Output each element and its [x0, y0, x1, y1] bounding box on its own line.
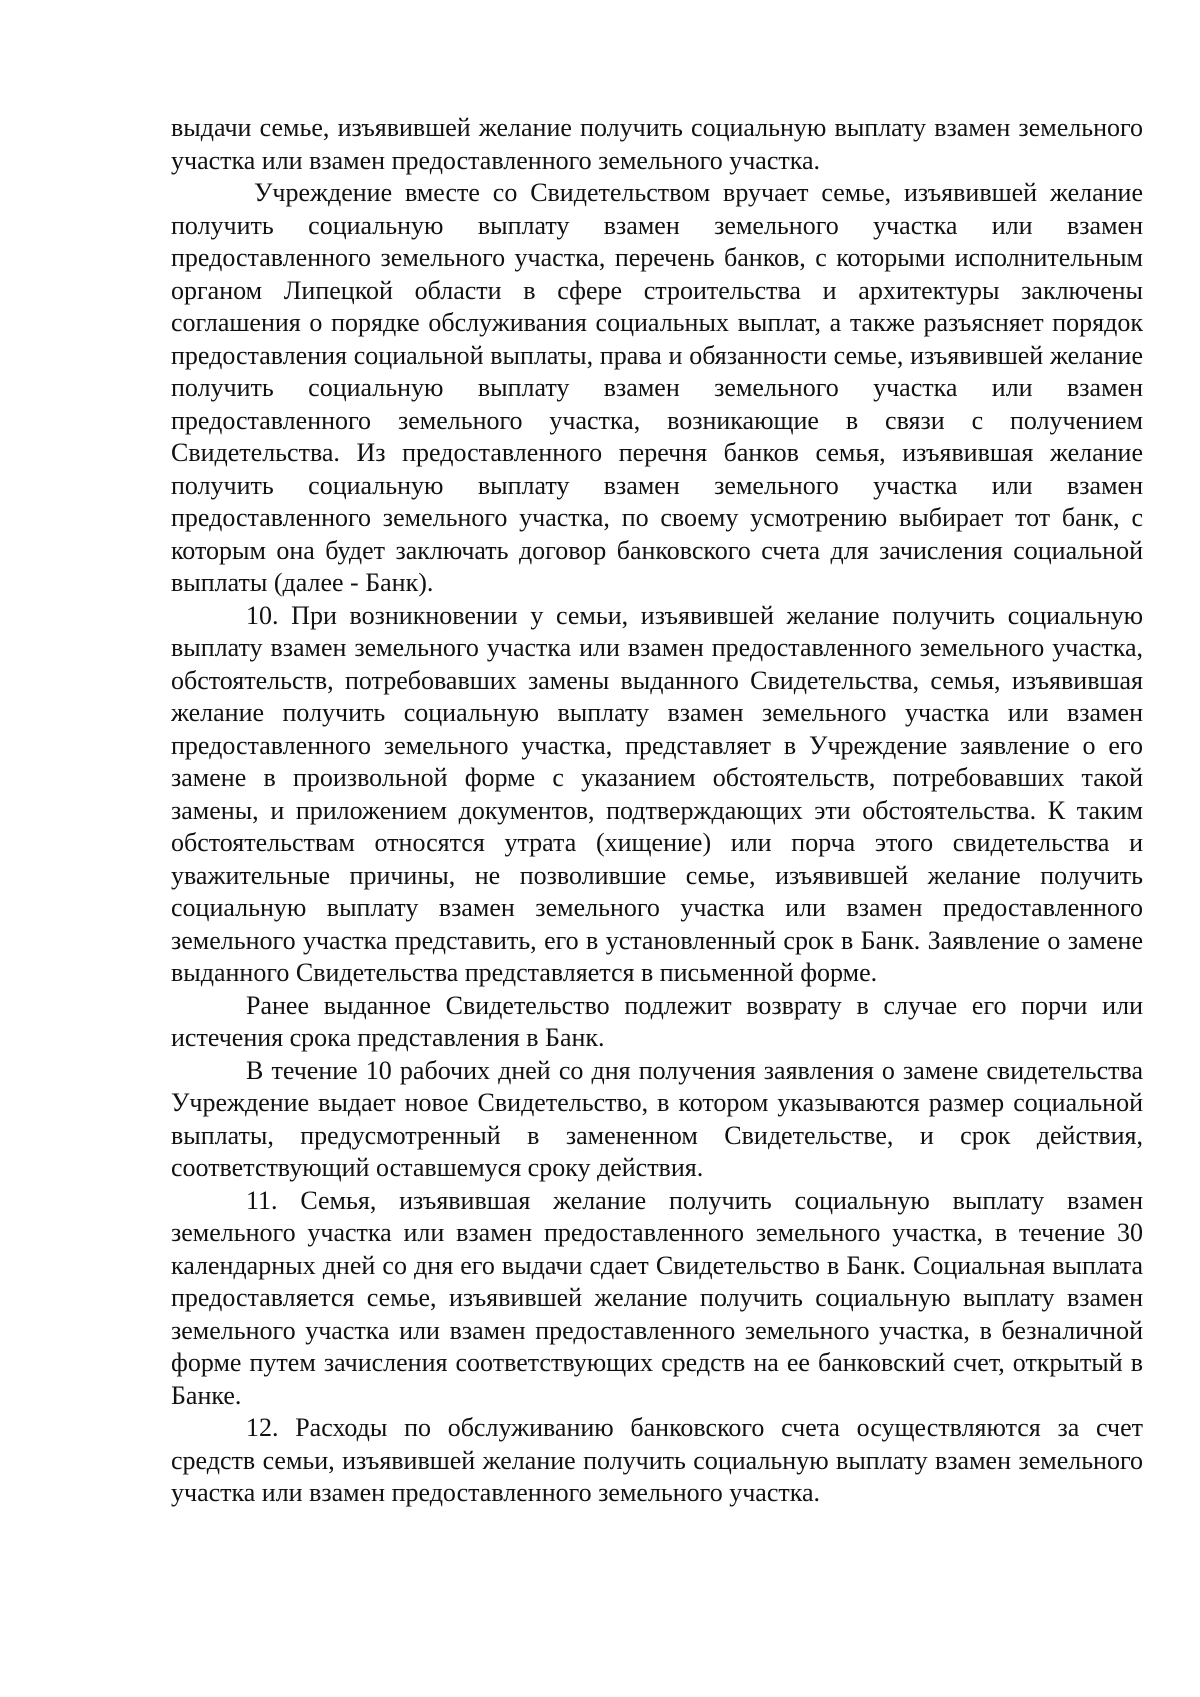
- paragraph-12: 12. Расходы по обслуживанию банковского счета осуществляются за счет средств семьи, изъявившей желание получить социальную выплату взамен земельного участка или взамен предоставленного земельного участка.: [171, 1413, 1143, 1507]
- document-page: [171, 112, 1143, 1510]
- paragraph-certificate-issuance: Учреждение вместе со Свидетельством вручает семье, изъявившей желание получить социальную выплату взамен земельного участка или взамен предоставленного земельного участка, перечень банков, с которыми исполнительным органом Липецкой области в сфере строительства и архитектуры заключены соглашения о порядке обслуживания социальных выплат, а также разъясняет порядок предоставления социальной выплаты, права и обязанности семье, изъявившей желание получить социальную выплату взамен земельного участка или взамен предоставленного земельного участка, возникающие в связи с получением Свидетельства. Из предоставленного перечня банков семья, изъявившая желание получить социальную выплату взамен земельного участка или взамен предоставленного земельного участка, по своему усмотрению выбирает тот банк, с которым она будет заключать договор банковского счета для зачисления социальной выплаты (далее - Банк).: [171, 178, 1143, 597]
- paragraph-continuation: выдачи семье, изъявившей желание получить социальную выплату взамен земельного участка или взамен предоставленного земельного участка.: [171, 113, 1143, 175]
- paragraph-11: 11. Семья, изъявившая желание получить социальную выплату взамен земельного участка или взамен предоставленного земельного участка, в течение 30 календарных дней со дня его выдачи сдает Свидетельство в Банк. Социальная выплата предоставляется семье, изъявившей желание получить социальную выплату взамен земельного участка или взамен предоставленного земельного участка, в безналичной форме путем зачисления соответствующих средств на ее банковский счет, открытый в Банке.: [171, 1185, 1143, 1410]
- paragraph-replacement: В течение 10 рабочих дней со дня получения заявления о замене свидетельства Учреждение выдает новое Свидетельство, в котором указываются размер социальной выплаты, предусмотренный в замененном Свидетельстве, и срок действия, соответствующий оставшемуся сроку действия.: [171, 1055, 1143, 1182]
- paragraph-return: Ранее выданное Свидетельство подлежит возврату в случае его порчи или истечения срока представления в Банк.: [171, 990, 1143, 1052]
- paragraph-10: 10. При возникновении у семьи, изъявившей желание получить социальную выплату взамен земельного участка или взамен предоставленного земельного участка, обстоятельств, потребовавших замены выданного Свидетельства, семья, изъявившая желание получить социальную выплату взамен земельного участка или взамен предоставленного земельного участка, представляет в Учреждение заявление о его замене в произвольной форме с указанием обстоятельств, потребовавших такой замены, и приложением документов, подтверждающих эти обстоятельства. К таким обстоятельствам относятся утрата (хищение) или порча этого свидетельства и уважительные причины, не позволившие семье, изъявившей желание получить социальную выплату взамен земельного участка или взамен предоставленного земельного участка представить, его в установленный срок в Банк. Заявление о замене выданного Свидетельства представляется в письменной форме.: [171, 600, 1143, 987]
